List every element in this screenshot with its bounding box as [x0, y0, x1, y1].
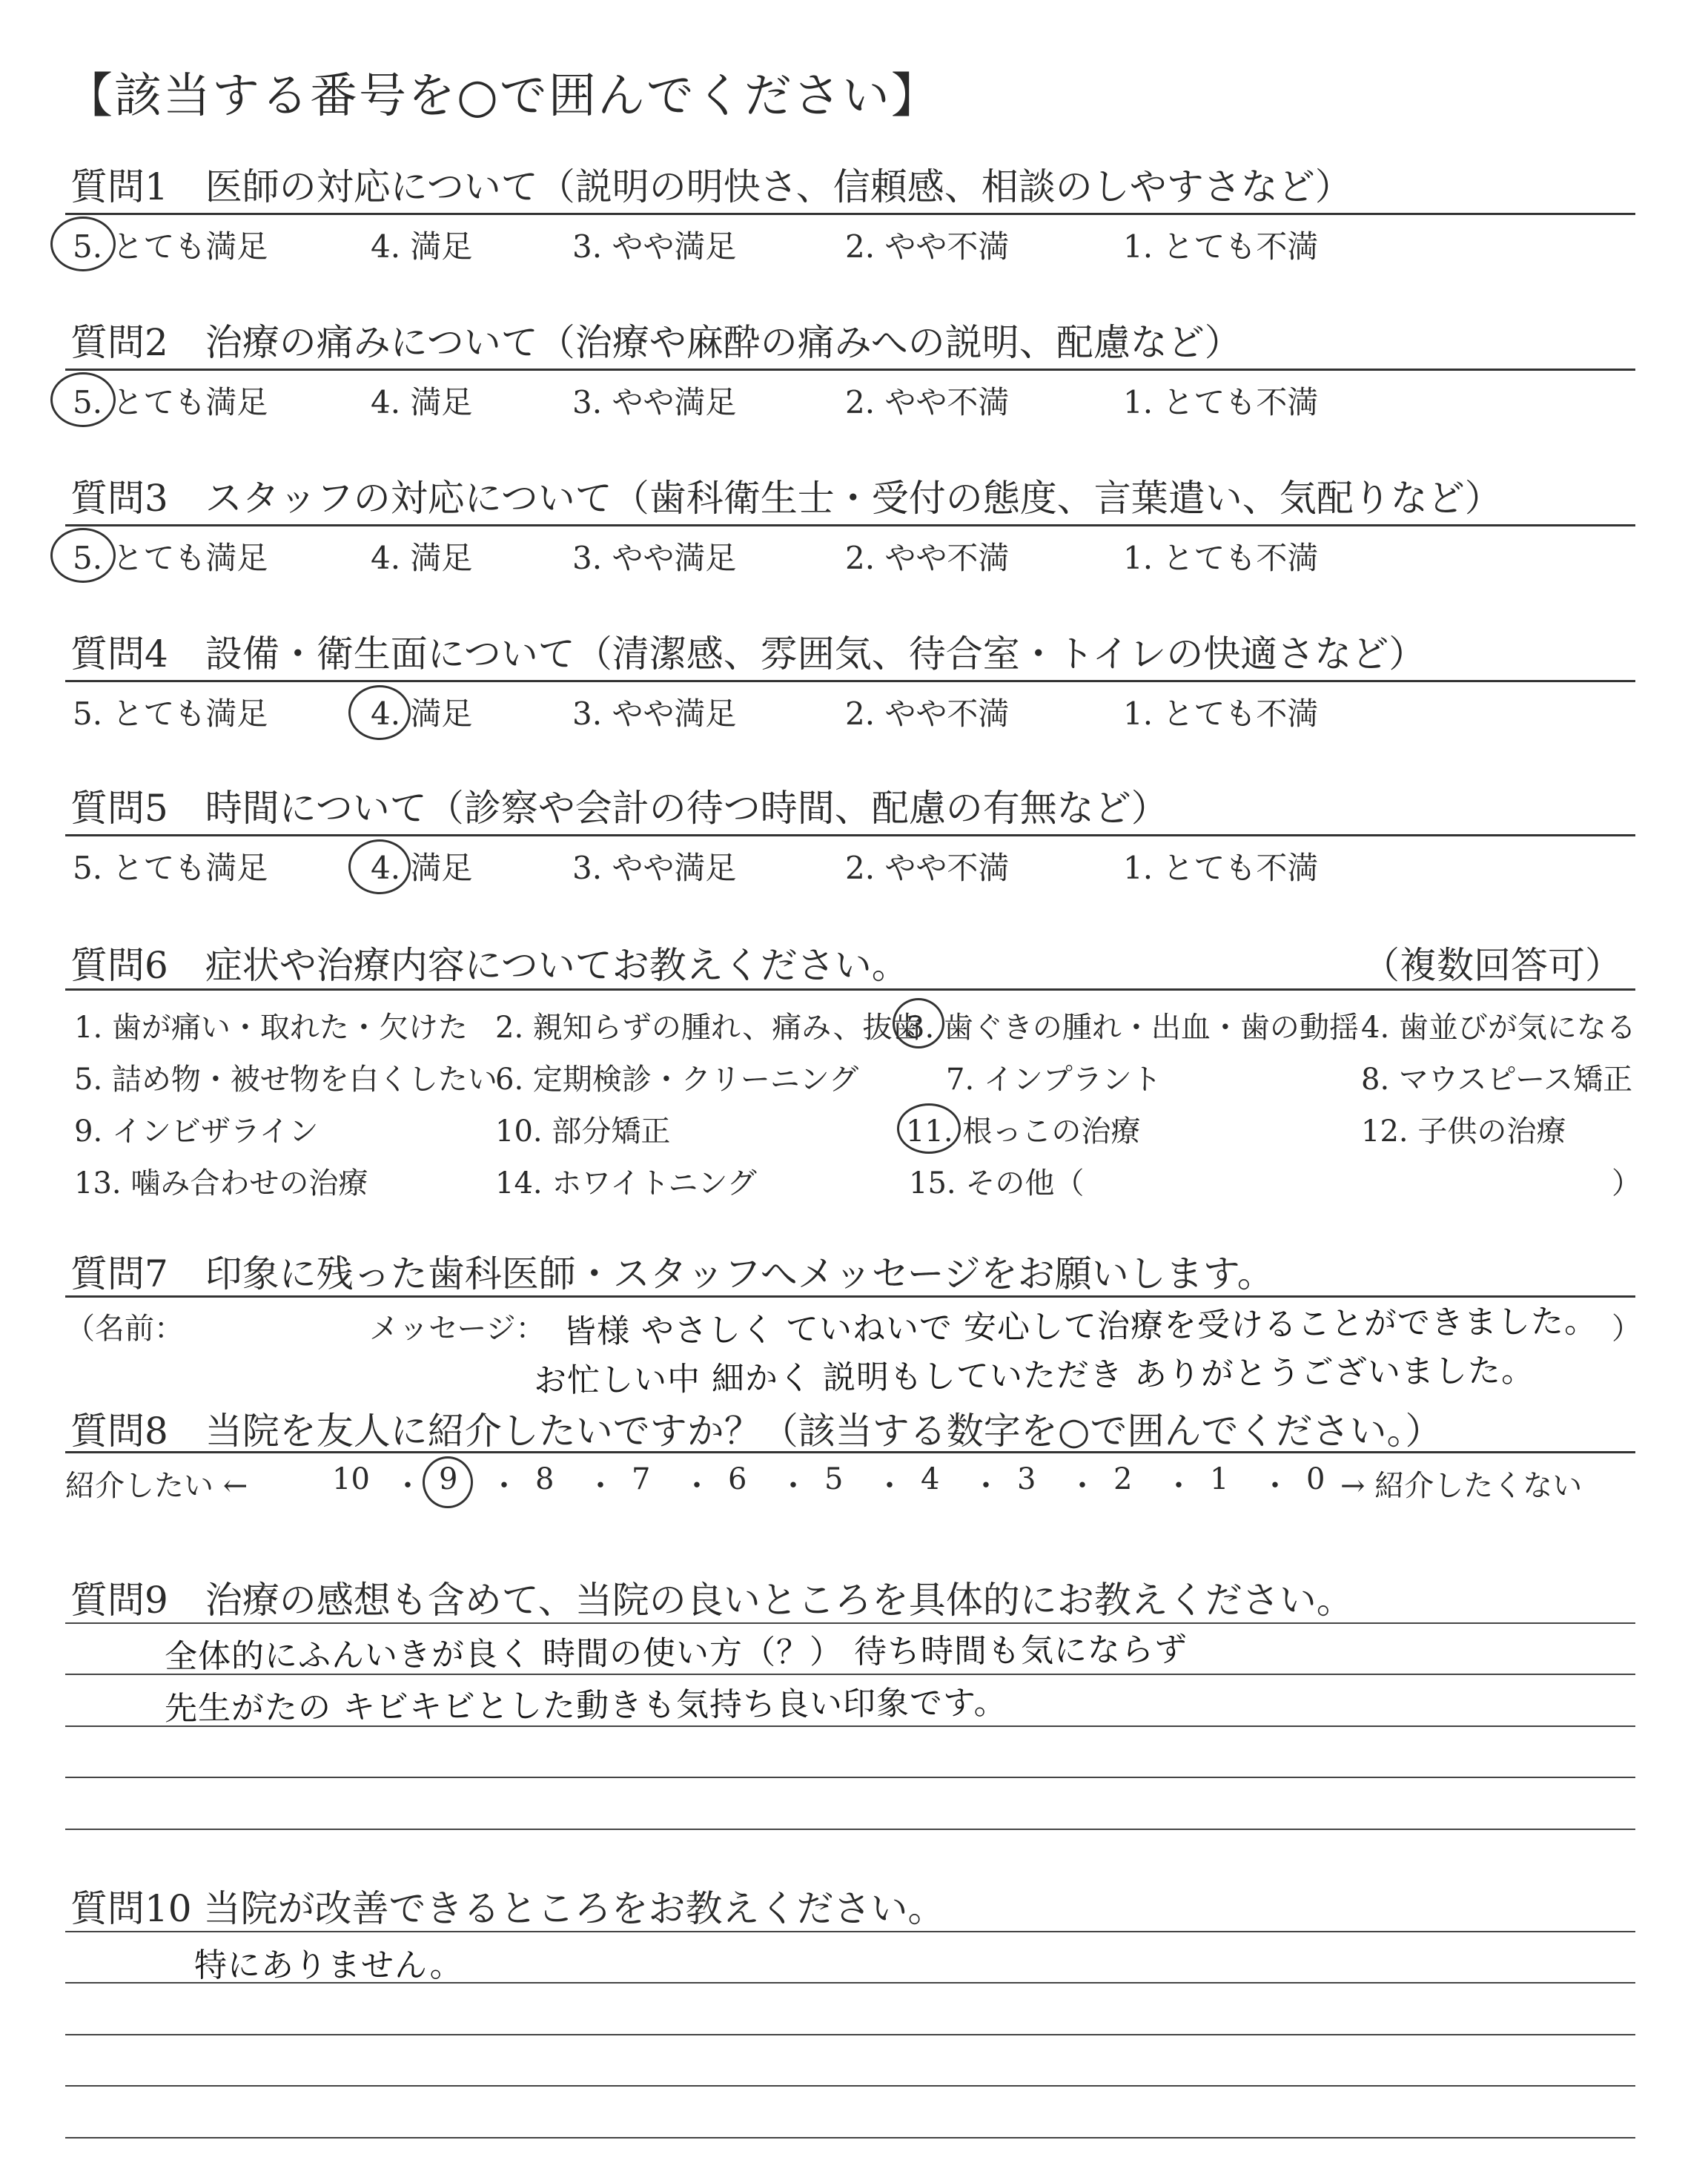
q8-scale-separator: ・ — [971, 1469, 1001, 1503]
q3-option-4[interactable]: 4. 満足 — [371, 540, 473, 576]
q5-option-5[interactable]: 5. とても満足 — [73, 850, 268, 886]
q6-note: （複数回答可） — [1363, 944, 1622, 987]
q8-scale-separator: ・ — [875, 1469, 904, 1503]
q8-scale-6[interactable]: 6 — [728, 1462, 747, 1496]
q7-message-line2: お忙しい中 細かく 説明もしていただき ありがとうございました。 — [533, 1351, 1535, 1400]
q6-item-4[interactable]: 4. 歯並びが気になる — [1361, 1011, 1636, 1045]
q8-scale-separator: ・ — [682, 1469, 712, 1503]
q8-right-label: → 紹介したくない — [1340, 1469, 1583, 1503]
q6-item-9[interactable]: 9. インビザライン — [74, 1114, 319, 1149]
q4-option-1[interactable]: 1. とても不満 — [1123, 696, 1319, 732]
q4-option-5[interactable]: 5. とても満足 — [73, 696, 268, 732]
q5-title: 質問5 時間について（診察や会計の待つ時間、配慮の有無など） — [70, 787, 1168, 830]
q3-title: 質問3 スタッフの対応について（歯科衛生士・受付の態度、言葉遣い、気配りなど） — [70, 477, 1502, 520]
q2-title: 質問2 治療の痛みについて（治療や麻酔の痛みへの説明、配慮など） — [70, 321, 1242, 364]
q8-scale-separator: ・ — [1260, 1469, 1290, 1503]
q1-title: 質問1 医師の対応について（説明の明快さ、信頼感、相談のしやすさなど） — [70, 165, 1352, 208]
q4-title: 質問4 設備・衛生面について（清潔感、雰囲気、待合室・トイレの快適さなど） — [70, 633, 1426, 676]
q2-option-2[interactable]: 2. やや不満 — [845, 384, 1010, 420]
q2-option-1[interactable]: 1. とても不満 — [1123, 384, 1319, 420]
q6-item-12[interactable]: 12. 子供の治療 — [1361, 1114, 1566, 1149]
q3-option-1[interactable]: 1. とても不満 — [1123, 540, 1319, 576]
q10-rule-1 — [65, 1931, 1635, 1932]
q8-scale-separator: ・ — [393, 1469, 423, 1503]
q8-scale-9[interactable]: 9 — [439, 1462, 458, 1496]
q8-scale-separator: ・ — [1068, 1469, 1097, 1503]
q3-rule — [65, 524, 1635, 526]
q2-rule — [65, 369, 1635, 371]
q8-scale-3[interactable]: 3 — [1017, 1462, 1036, 1496]
q8-scale-7[interactable]: 7 — [632, 1462, 651, 1496]
q3-option-5[interactable]: 5. とても満足 — [73, 540, 268, 576]
q7-message-label: メッセージ： — [369, 1312, 546, 1346]
q6-item-2[interactable]: 2. 親知らずの腫れ、痛み、抜歯 — [495, 1011, 922, 1045]
q8-scale-1[interactable]: 1 — [1210, 1462, 1229, 1496]
q4-rule — [65, 680, 1635, 682]
q10-rule-5 — [65, 2137, 1635, 2138]
q6-item-1[interactable]: 1. 歯が痛い・取れた・欠けた — [74, 1011, 468, 1045]
q2-option-5[interactable]: 5. とても満足 — [73, 384, 268, 420]
q6-item-14[interactable]: 14. ホワイトニング — [495, 1166, 757, 1200]
q6-item-15[interactable]: 15. その他（ — [909, 1166, 1085, 1200]
q2-option-4[interactable]: 4. 満足 — [371, 384, 473, 420]
q1-option-2[interactable]: 2. やや不満 — [845, 228, 1010, 265]
q8-scale-separator: ・ — [1164, 1469, 1194, 1503]
q2-option-3[interactable]: 3. やや満足 — [572, 384, 737, 420]
q1-option-3[interactable]: 3. やや満足 — [572, 228, 737, 265]
q9-title: 質問9 治療の感想も含めて、当院の良いところを具体的にお教えください。 — [70, 1579, 1354, 1622]
q6-item-6[interactable]: 6. 定期検診・クリーニング — [495, 1063, 859, 1097]
q4-option-3[interactable]: 3. やや満足 — [572, 696, 737, 732]
q6-item-7[interactable]: 7. インプラント — [946, 1063, 1162, 1097]
q1-rule — [65, 213, 1635, 215]
q8-rule — [65, 1451, 1635, 1453]
q8-scale-4[interactable]: 4 — [921, 1462, 940, 1496]
q9-answer-line1: 全体的にふんいきが良く 時間の使い方（？） 待ち時間も気にならず — [164, 1631, 1188, 1676]
q7-name-label: （名前： — [65, 1312, 184, 1346]
q6-item-8[interactable]: 8. マウスピース矯正 — [1361, 1063, 1633, 1097]
q9-rule-4 — [65, 1777, 1635, 1778]
q9-rule-5 — [65, 1829, 1635, 1830]
q5-option-3[interactable]: 3. やや満足 — [572, 850, 737, 886]
q6-rule — [65, 988, 1635, 991]
q4-option-2[interactable]: 2. やや不満 — [845, 696, 1010, 732]
q10-rule-4 — [65, 2085, 1635, 2087]
q8-title: 質問8 当院を友人に紹介したいですか？（該当する数字を○で囲んでください。） — [70, 1410, 1443, 1453]
q6-item-13[interactable]: 13. 噛み合わせの治療 — [74, 1166, 368, 1200]
q10-title: 質問10 当院が改善できるところをお教えください。 — [70, 1887, 945, 1930]
q6-title: 質問6 症状や治療内容についてお教えください。 — [70, 944, 909, 987]
q8-scale-8[interactable]: 8 — [535, 1462, 555, 1496]
q6-item-15-close: ） — [1612, 1166, 1641, 1200]
q8-scale-2[interactable]: 2 — [1113, 1462, 1133, 1496]
q7-title: 質問7 印象に残った歯科医師・スタッフへメッセージをお願いします。 — [70, 1252, 1274, 1295]
q3-option-3[interactable]: 3. やや満足 — [572, 540, 737, 576]
q5-option-1[interactable]: 1. とても不満 — [1123, 850, 1319, 886]
q6-item-5[interactable]: 5. 詰め物・被せ物を白くしたい — [74, 1063, 497, 1097]
q10-answer-line1: 特にありません。 — [194, 1946, 463, 1984]
q8-scale-10[interactable]: 10 — [332, 1462, 370, 1496]
q8-scale-separator: ・ — [489, 1469, 519, 1503]
q1-option-1[interactable]: 1. とても不満 — [1123, 228, 1319, 265]
q8-scale-separator: ・ — [778, 1469, 808, 1503]
q6-item-3[interactable]: 3. 歯ぐきの腫れ・出血・歯の動揺 — [906, 1011, 1359, 1045]
q5-option-2[interactable]: 2. やや不満 — [845, 850, 1010, 886]
q7-close-paren: ） — [1612, 1312, 1641, 1346]
q6-item-11[interactable]: 11. 根っこの治療 — [906, 1114, 1141, 1149]
q8-scale-5[interactable]: 5 — [824, 1462, 844, 1496]
q1-option-5[interactable]: 5. とても満足 — [73, 228, 268, 265]
q8-left-label: 紹介したい ← — [65, 1469, 248, 1503]
q8-scale-separator: ・ — [586, 1469, 615, 1503]
q1-option-4[interactable]: 4. 満足 — [371, 228, 473, 265]
q7-message-line1: 皆様 やさしく ていねいで 安心して治療を受けることができました。 — [563, 1302, 1598, 1351]
q5-rule — [65, 834, 1635, 836]
q8-scale-0[interactable]: 0 — [1306, 1462, 1325, 1496]
q9-rule-1 — [65, 1622, 1635, 1624]
q5-option-4[interactable]: 4. 満足 — [371, 850, 473, 886]
q3-option-2[interactable]: 2. やや不満 — [845, 540, 1010, 576]
q10-rule-3 — [65, 2034, 1635, 2035]
q6-item-10[interactable]: 10. 部分矯正 — [495, 1114, 671, 1149]
page-header: 【該当する番号を○で囲んでください】 — [65, 69, 940, 124]
q4-option-4[interactable]: 4. 満足 — [371, 696, 473, 732]
q9-answer-line2: 先生がたの キビキビとした動きも気持ち良い印象です。 — [164, 1684, 1007, 1728]
